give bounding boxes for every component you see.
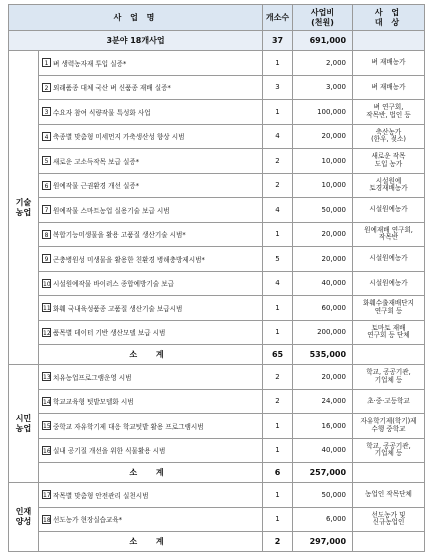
project-name-cell	[39, 100, 263, 125]
project-cost: 24,000	[293, 389, 353, 414]
project-name: 새로운 고소득작목 보급 실증*	[53, 157, 140, 166]
project-target: 축산농가 (한우, 젖소)	[353, 124, 425, 149]
project-name: 축종별 맞춤형 미세먼지 가축생산성 향상 시범	[53, 133, 185, 142]
project-number-box: 12	[43, 329, 51, 337]
project-target: 자유학기제(학기)제 수행 중학교	[353, 414, 425, 439]
project-name-cell	[39, 414, 263, 439]
subtotal-target	[353, 463, 425, 483]
grand-total-row	[9, 31, 425, 51]
project-target: 학교, 공공기관, 기업체 등	[353, 365, 425, 390]
subtotal-row	[9, 463, 425, 483]
project-cost: 6,000	[293, 507, 353, 532]
project-target: 시설원예농가	[353, 247, 425, 272]
project-count: 2	[263, 173, 293, 198]
project-target: 시설원예농가	[353, 271, 425, 296]
project-target: 벼 연구회, 작목반, 법인 등	[353, 100, 425, 125]
table-row	[9, 296, 425, 321]
project-cost: 20,000	[293, 247, 353, 272]
project-cost: 3,000	[293, 75, 353, 100]
project-name: 품목별 데이터 기반 생산모델 보급 시범	[53, 329, 166, 338]
grand-total-count: 37	[263, 31, 293, 51]
group-label: 기술 농업	[9, 51, 39, 365]
project-name: 복합기능미생물을 활용 고품질 생산기술 시범*	[53, 231, 186, 240]
project-cost: 40,000	[293, 438, 353, 463]
table-row	[9, 51, 425, 76]
project-cost: 20,000	[293, 222, 353, 247]
table-row	[9, 198, 425, 223]
project-number-box: 5	[42, 156, 51, 165]
project-target: 토마토 재배 연구회 등 단체	[353, 320, 425, 345]
project-name: 시설원예작물 바이러스 종합예방기술 보급	[53, 280, 174, 289]
table-row	[9, 247, 425, 272]
table-row	[9, 124, 425, 149]
table-row	[9, 365, 425, 390]
project-name-cell	[39, 438, 263, 463]
project-cost: 60,000	[293, 296, 353, 321]
project-cost: 10,000	[293, 173, 353, 198]
subtotal-label: 소 계	[39, 463, 263, 483]
project-name-cell	[39, 247, 263, 272]
table-row	[9, 320, 425, 345]
project-count: 1	[263, 507, 293, 532]
table-row	[9, 483, 425, 508]
project-count: 1	[263, 414, 293, 439]
project-number-box: 13	[43, 374, 51, 382]
project-name-cell	[39, 483, 263, 508]
project-cost: 20,000	[293, 124, 353, 149]
grand-total-label: 3분야 18개사업	[9, 31, 263, 51]
project-target: 벼 재배농가	[353, 75, 425, 100]
project-count: 2	[263, 149, 293, 174]
subtotal-count: 65	[263, 345, 293, 365]
project-name-cell	[39, 507, 263, 532]
project-target: 벼 재배농가	[353, 51, 425, 76]
project-name: 화훼 국내육성품종 고품질 생산기술 보급시범	[53, 304, 183, 313]
project-number-box: 8	[42, 230, 51, 239]
project-count: 2	[263, 365, 293, 390]
project-name: 작목별 맞춤형 안전관리 실천시범	[53, 491, 149, 500]
project-cost: 200,000	[293, 320, 353, 345]
table-row	[9, 222, 425, 247]
project-number-box: 7	[42, 205, 51, 214]
project-name-cell	[39, 124, 263, 149]
table-row	[9, 414, 425, 439]
project-name-cell	[39, 389, 263, 414]
project-name: 원예작물 근권환경 개선 실증*	[53, 182, 140, 191]
project-number-box: 16	[43, 447, 51, 455]
project-cost: 10,000	[293, 149, 353, 174]
header-target: 사 업 대 상	[353, 5, 425, 31]
project-name-cell	[39, 320, 263, 345]
project-name-cell	[39, 296, 263, 321]
project-name-cell	[39, 365, 263, 390]
project-name: 수요자 참여 식량작물 특성화 사업	[53, 108, 151, 117]
project-name-cell	[39, 198, 263, 223]
project-cost: 2,000	[293, 51, 353, 76]
project-cost: 16,000	[293, 414, 353, 439]
project-count: 3	[263, 75, 293, 100]
project-count: 2	[263, 389, 293, 414]
project-count: 1	[263, 438, 293, 463]
project-count: 1	[263, 483, 293, 508]
project-name: 벼 생력농자재 투입 실증*	[53, 59, 127, 68]
table-row	[9, 507, 425, 532]
project-count: 4	[263, 271, 293, 296]
project-count: 1	[263, 100, 293, 125]
header-count: 개소수	[263, 5, 293, 31]
subtotal-target	[353, 345, 425, 365]
subtotal-row	[9, 345, 425, 365]
subtotal-cost: 297,000	[293, 532, 353, 552]
project-number-box: 2	[42, 83, 51, 92]
project-number-box: 4	[42, 132, 51, 141]
table-row	[9, 389, 425, 414]
subtotal-cost: 257,000	[293, 463, 353, 483]
project-number-box: 9	[42, 254, 51, 263]
project-target: 시설원예 토경재배농가	[353, 173, 425, 198]
project-count: 4	[263, 124, 293, 149]
project-name: 외래품종 대체 국산 벼 신품종 재배 실증*	[53, 84, 171, 93]
subtotal-label: 소 계	[39, 345, 263, 365]
project-name-cell	[39, 173, 263, 198]
project-count: 1	[263, 51, 293, 76]
table-row	[9, 75, 425, 100]
project-count: 5	[263, 247, 293, 272]
table-row	[9, 438, 425, 463]
table-header-row	[9, 5, 425, 31]
project-number-box: 1	[42, 58, 51, 67]
project-name-cell	[39, 271, 263, 296]
project-cost: 100,000	[293, 100, 353, 125]
project-name: 실내 공기질 개선을 위한 식물활용 시범	[53, 447, 166, 456]
project-target: 화훼수출재배단지 연구회 등	[353, 296, 425, 321]
project-number-box: 18	[43, 516, 51, 524]
project-target: 시설원예농가	[353, 198, 425, 223]
project-count: 1	[263, 320, 293, 345]
subtotal-label: 소 계	[39, 532, 263, 552]
header-project-name: 사 업 명	[9, 5, 263, 31]
table-row	[9, 100, 425, 125]
project-number-box: 14	[43, 398, 51, 406]
project-table	[8, 4, 425, 552]
subtotal-row	[9, 532, 425, 552]
project-name-cell	[39, 222, 263, 247]
project-name-cell	[39, 75, 263, 100]
project-cost: 20,000	[293, 365, 353, 390]
table-row	[9, 149, 425, 174]
project-count: 4	[263, 198, 293, 223]
table-row	[9, 173, 425, 198]
project-cost: 50,000	[293, 198, 353, 223]
table-row	[9, 271, 425, 296]
project-target: 학교, 공공기관, 기업체 등	[353, 438, 425, 463]
group-label: 인재 양성	[9, 483, 39, 552]
project-name-cell	[39, 51, 263, 76]
project-target: 농업인 작목단체	[353, 483, 425, 508]
project-count: 1	[263, 296, 293, 321]
project-number-box: 15	[43, 423, 51, 431]
project-target: 새로운 작목 도입 농가	[353, 149, 425, 174]
project-target: 초·중·고등학교	[353, 389, 425, 414]
project-name: 곤충병원성 미생물을 활용한 친환경 병해충방제시범*	[53, 255, 205, 264]
project-target: 선도농가 및 신규농업인	[353, 507, 425, 532]
project-number-box: 11	[43, 305, 51, 313]
subtotal-cost: 535,000	[293, 345, 353, 365]
grand-total-cost: 691,000	[293, 31, 353, 51]
project-cost: 40,000	[293, 271, 353, 296]
project-cost: 50,000	[293, 483, 353, 508]
project-number-box: 3	[42, 107, 51, 116]
subtotal-target	[353, 532, 425, 552]
grand-total-target	[353, 31, 425, 51]
project-name: 치유농업프로그램운영 시범	[53, 373, 132, 382]
project-name: 중학교 자유학기제 대응 학교텃밭 활용 프로그램시범	[53, 422, 204, 431]
project-number-box: 10	[43, 280, 51, 288]
project-name-cell	[39, 149, 263, 174]
group-label: 시민 농업	[9, 365, 39, 483]
project-target: 원예재배 연구회, 작목반	[353, 222, 425, 247]
project-name: 학교교육형 텃밭모델화 시범	[53, 398, 134, 407]
project-name: 원예작물 스마트농업 실용기술 보급 시범	[53, 206, 170, 215]
subtotal-count: 2	[263, 532, 293, 552]
subtotal-count: 6	[263, 463, 293, 483]
project-number-box: 17	[43, 492, 51, 500]
project-number-box: 6	[42, 181, 51, 190]
project-count: 1	[263, 222, 293, 247]
header-cost: 사업비 (천원)	[293, 5, 353, 31]
project-name: 선도농가 현장실습교육*	[53, 516, 123, 525]
